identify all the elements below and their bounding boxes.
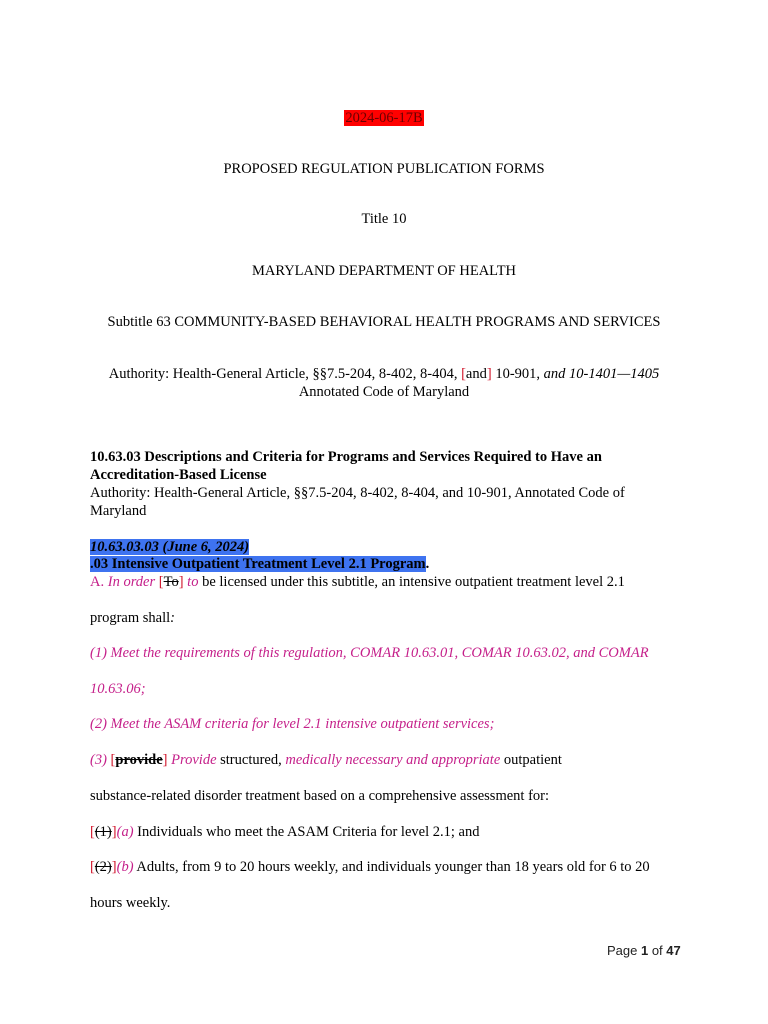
date-code-highlight: 2024-06-17B	[345, 110, 423, 126]
section-heading: .03 Intensive Outpatient Treatment Level 2.1 Program.	[90, 556, 430, 572]
sub-item-b-line-1: [(2)](b) Adults, from 9 to 20 hours weekly, and individuals younger than 18 years old for 6 to 20	[90, 859, 650, 875]
department-name: MARYLAND DEPARTMENT OF HEALTH	[251, 263, 517, 279]
item-1-line-1: (1) Meet the requirements of this regulation, COMAR 10.63.01, COMAR 10.63.02, and COMAR	[90, 645, 649, 661]
title-number: Title 10	[361, 211, 407, 227]
authority-line-1: Authority: Health-General Article, §§7.5-204, 8-402, 8-404, [and] 10-901, and 10-1401—1405	[108, 366, 660, 382]
section-date-ref: 10.63.03.03 (June 6, 2024)	[90, 539, 250, 555]
item-2: (2) Meet the ASAM criteria for level 2.1 intensive outpatient services;	[90, 716, 495, 732]
subtitle-heading: Subtitle 63 COMMUNITY-BASED BEHAVIORAL HEALTH PROGRAMS AND SERVICES	[107, 314, 661, 330]
page-number-footer: Page 1 of 47	[607, 943, 681, 958]
paragraph-a-line-1: A. In order [To] to be licensed under this subtitle, an intensive outpatient treatment level 2.1	[90, 574, 625, 590]
item-1-line-2: 10.63.06;	[90, 681, 146, 697]
chapter-authority: Authority: Health-General Article, §§7.5-204, 8-402, 8-404, and 10-901, Annotated Code of Maryland	[90, 485, 625, 519]
item-3-line-1: (3) [provide] Provide structured, medically necessary and appropriate outpatient	[90, 752, 562, 768]
item-3-line-2: substance-related disorder treatment based on a comprehensive assessment for:	[90, 788, 550, 804]
authority-added-text: and 10-1401—1405	[543, 366, 660, 382]
paragraph-a-line-2: program shall:	[90, 610, 175, 626]
authority-line-2: Annotated Code of Maryland	[298, 384, 470, 400]
sub-item-b-line-2: hours weekly.	[90, 895, 171, 911]
chapter-heading: 10.63.03 Descriptions and Criteria for Programs and Services Required to Have an Accreditation-Based License	[90, 449, 602, 483]
date-code-line	[0, 110, 768, 127]
forms-title: PROPOSED REGULATION PUBLICATION FORMS	[223, 161, 545, 177]
sub-item-a: [(1)](a) Individuals who meet the ASAM Criteria for level 2.1; and	[90, 824, 480, 840]
